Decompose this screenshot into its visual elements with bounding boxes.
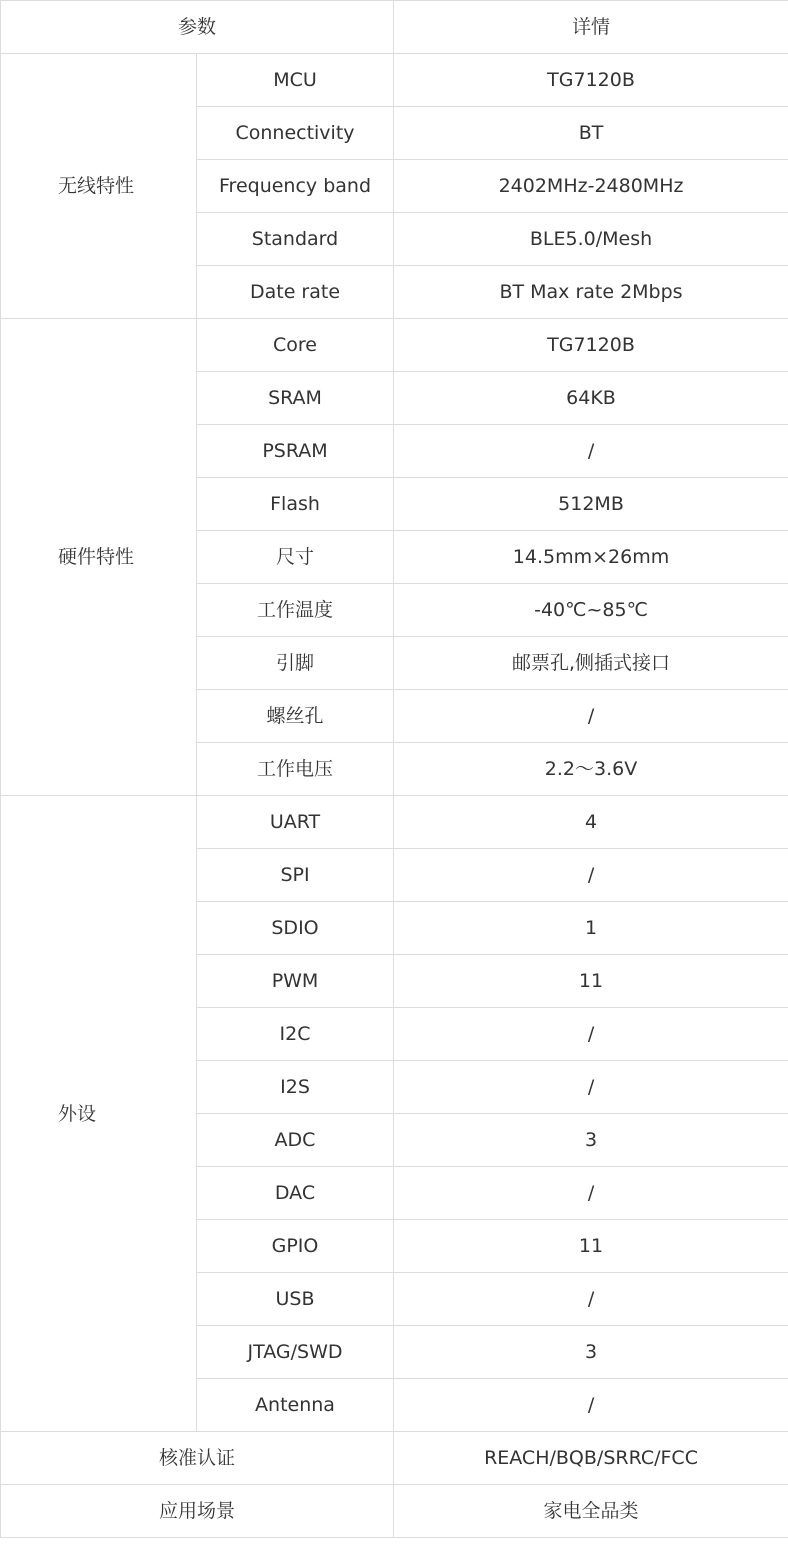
row-value: / <box>394 1061 788 1114</box>
row-value: TG7120B <box>394 54 788 107</box>
row-value: BT <box>394 107 788 160</box>
row-value: 64KB <box>394 372 788 425</box>
row-value: / <box>394 1167 788 1220</box>
row-value: / <box>394 849 788 902</box>
row-value: 邮票孔,侧插式接口 <box>394 637 788 690</box>
certification-value: REACH/BQB/SRRC/FCC <box>394 1432 788 1485</box>
group-label-wireless: 无线特性 <box>1 54 197 319</box>
row-value: 1 <box>394 902 788 955</box>
row-label: SPI <box>197 849 394 902</box>
row-label: Standard <box>197 213 394 266</box>
row-value: 3 <box>394 1114 788 1167</box>
row-label: 工作电压 <box>197 743 394 796</box>
row-label: UART <box>197 796 394 849</box>
row-label: SDIO <box>197 902 394 955</box>
table-row <box>1 1485 788 1538</box>
row-value: 11 <box>394 955 788 1008</box>
row-value: / <box>394 1379 788 1432</box>
row-label: ADC <box>197 1114 394 1167</box>
certification-label: 核准认证 <box>1 1432 394 1485</box>
row-label: Antenna <box>197 1379 394 1432</box>
application-value: 家电全品类 <box>394 1485 788 1538</box>
header-param: 参数 <box>1 1 394 54</box>
row-label: SRAM <box>197 372 394 425</box>
row-label: PWM <box>197 955 394 1008</box>
row-label: 螺丝孔 <box>197 690 394 743</box>
row-value: 14.5mm×26mm <box>394 531 788 584</box>
row-value: 3 <box>394 1326 788 1379</box>
row-label: I2S <box>197 1061 394 1114</box>
row-label: I2C <box>197 1008 394 1061</box>
row-value: TG7120B <box>394 319 788 372</box>
row-label: Flash <box>197 478 394 531</box>
row-label: 尺寸 <box>197 531 394 584</box>
row-label: 引脚 <box>197 637 394 690</box>
row-value: BLE5.0/Mesh <box>394 213 788 266</box>
row-label: MCU <box>197 54 394 107</box>
row-value: 2402MHz-2480MHz <box>394 160 788 213</box>
group-label-peripherals: 外设 <box>1 796 197 1432</box>
row-label: USB <box>197 1273 394 1326</box>
table-row <box>1 54 788 107</box>
row-label: Frequency band <box>197 160 394 213</box>
group-label-hardware: 硬件特性 <box>1 319 197 796</box>
header-detail: 详情 <box>394 1 788 54</box>
row-label: Connectivity <box>197 107 394 160</box>
row-value: -40℃~85℃ <box>394 584 788 637</box>
row-value: 512MB <box>394 478 788 531</box>
row-label: Core <box>197 319 394 372</box>
row-label: DAC <box>197 1167 394 1220</box>
row-value: 4 <box>394 796 788 849</box>
row-value: / <box>394 1273 788 1326</box>
row-value: 2.2～3.6V <box>394 743 788 796</box>
table-row <box>1 796 788 849</box>
row-label: PSRAM <box>197 425 394 478</box>
application-label: 应用场景 <box>1 1485 394 1538</box>
row-value: BT Max rate 2Mbps <box>394 266 788 319</box>
row-label: JTAG/SWD <box>197 1326 394 1379</box>
table-row <box>1 1432 788 1485</box>
row-value: / <box>394 690 788 743</box>
header-row <box>1 1 788 54</box>
row-label: Date rate <box>197 266 394 319</box>
row-value: / <box>394 425 788 478</box>
row-label: GPIO <box>197 1220 394 1273</box>
row-label: 工作温度 <box>197 584 394 637</box>
row-value: 11 <box>394 1220 788 1273</box>
row-value: / <box>394 1008 788 1061</box>
table-row <box>1 319 788 372</box>
